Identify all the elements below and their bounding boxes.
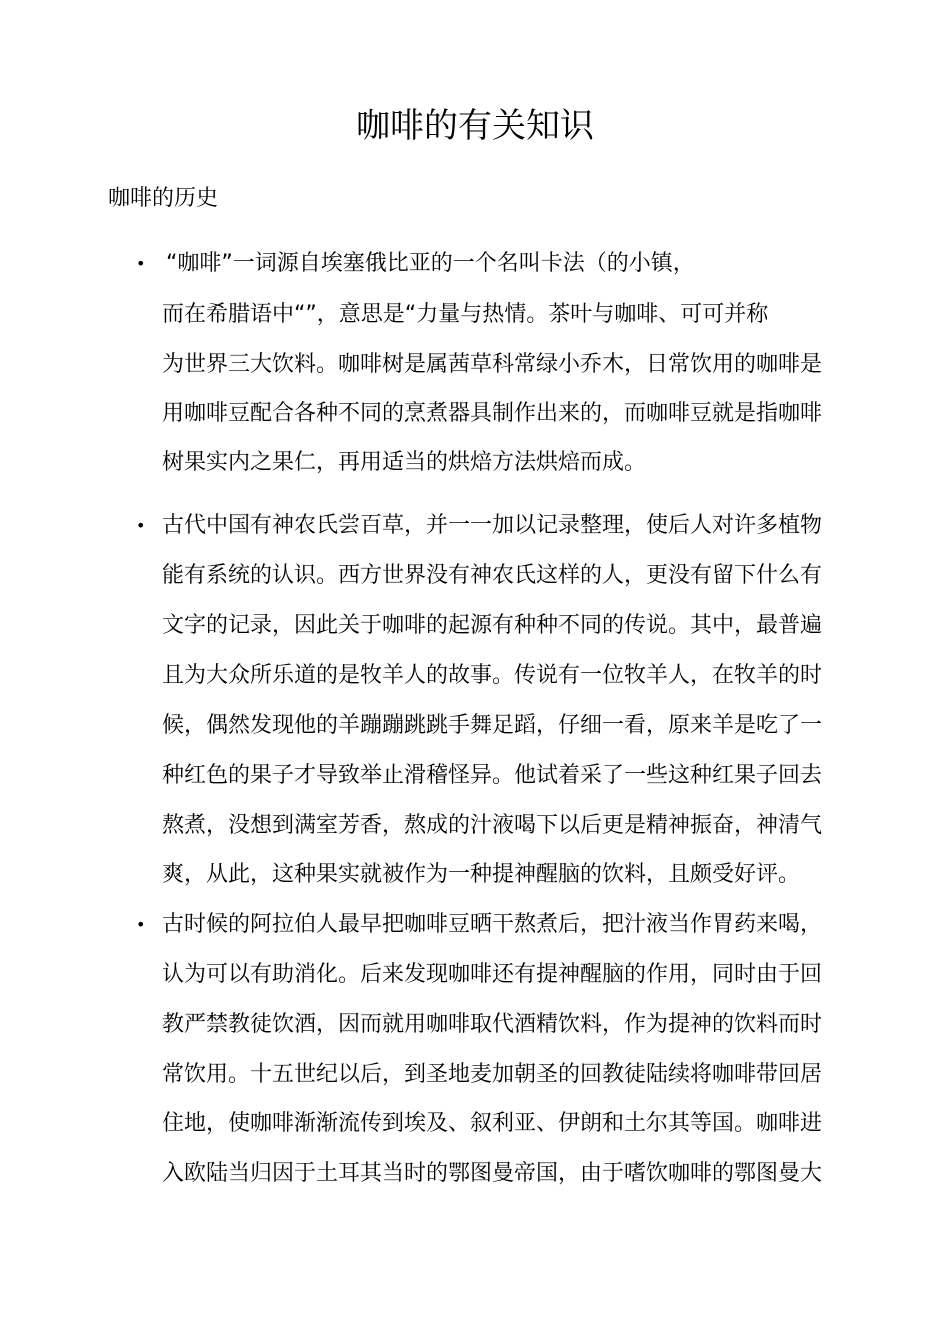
bullet-marker: • — [136, 915, 146, 934]
paragraph-line: 为世界三大饮料。咖啡树是属茜草科常绿小乔木，日常饮用的咖啡是 — [162, 352, 823, 377]
paragraph-line: 树果实内之果仁，再用适当的烘焙方法烘焙而成。 — [162, 450, 647, 475]
paragraph-line: 而在希腊语中“”，意思是“力量与热情。茶叶与咖啡、可可并称 — [162, 302, 769, 327]
document-title: 咖啡的有关知识 — [356, 106, 594, 146]
paragraph-line: 古时候的阿拉伯人最早把咖啡豆晒干熬煮后，把汁液当作胃药来喝， — [162, 912, 823, 937]
paragraph-line: 教严禁教徒饮酒，因而就用咖啡取代酒精饮料，作为提神的饮料而时 — [162, 1012, 823, 1037]
paragraph-line: 文字的记录，因此关于咖啡的起源有种种不同的传说。其中，最普遍 — [162, 613, 823, 638]
paragraph-line: 熬煮，没想到满室芳香，熬成的汁液喝下以后更是精神振奋，神清气 — [162, 813, 823, 838]
paragraph-line: 常饮用。十五世纪以后，到圣地麦加朝圣的回教徒陆续将咖啡带回居 — [162, 1062, 823, 1087]
paragraph-line: 爽，从此，这种果实就被作为一种提神醒脑的饮料，且颇受好评。 — [162, 862, 801, 887]
paragraph-line: 候，偶然发现他的羊蹦蹦跳跳手舞足蹈，仔细一看，原来羊是吃了一 — [162, 713, 823, 738]
paragraph-line: 且为大众所乐道的是牧羊人的故事。传说有一位牧羊人，在牧羊的时 — [162, 663, 823, 688]
paragraph-line: 入欧陆当归因于土耳其当时的鄂图曼帝国，由于嗜饮咖啡的鄂图曼大 — [162, 1161, 823, 1186]
bullet-marker: • — [136, 516, 146, 535]
paragraph-line: 种红色的果子才导致举止滑稽怪异。他试着采了一些这种红果子回去 — [162, 763, 823, 788]
paragraph-line: 古代中国有神农氏尝百草，并一一加以记录整理，使后人对许多植物 — [162, 513, 823, 538]
paragraph-line: 能有系统的认识。西方世界没有神农氏这样的人，更没有留下什么有 — [162, 563, 823, 588]
paragraph-line: 认为可以有助消化。后来发现咖啡还有提神醒脑的作用，同时由于回 — [162, 962, 823, 987]
bullet-marker: • — [136, 254, 146, 273]
paragraph-line: “咖啡”一词源自埃塞俄比亚的一个名叫卡法（的小镇， — [166, 251, 695, 276]
paragraph-line: 用咖啡豆配合各种不同的烹煮器具制作出来的，而咖啡豆就是指咖啡 — [162, 401, 823, 426]
paragraph-line: 住地，使咖啡渐渐流传到埃及、叙利亚、伊朗和土尔其等国。咖啡进 — [162, 1111, 823, 1136]
section-heading: 咖啡的历史 — [108, 186, 219, 211]
